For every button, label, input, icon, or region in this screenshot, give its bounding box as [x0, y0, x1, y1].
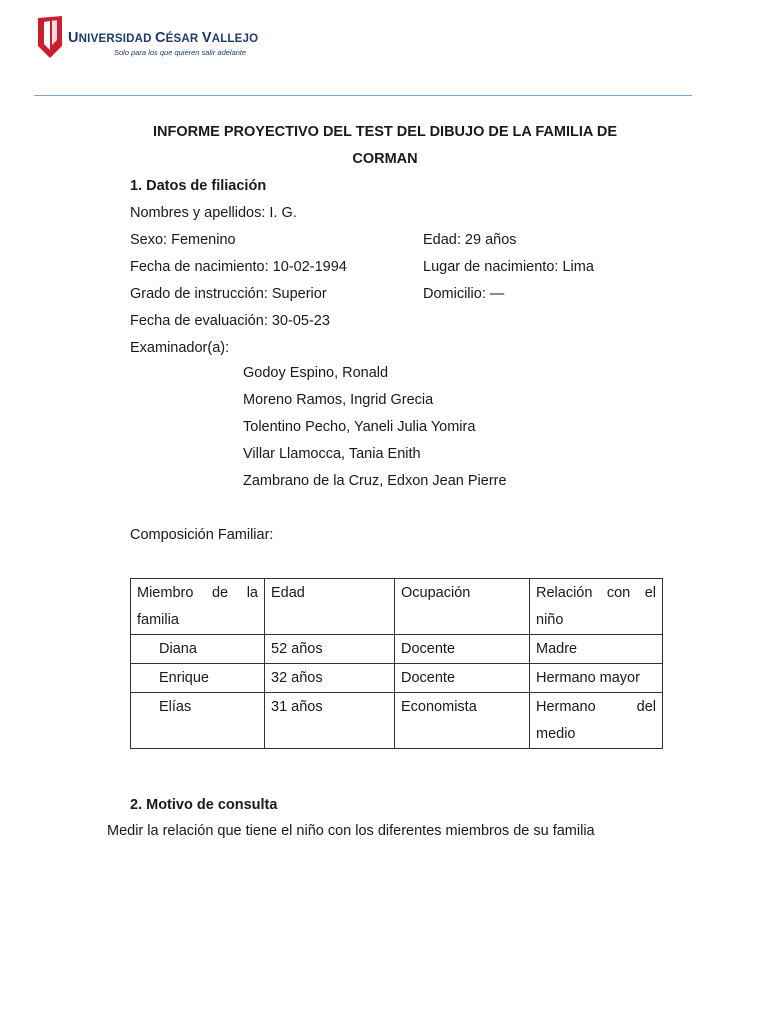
- header-cell-relacion: Relación con el niño: [530, 579, 663, 635]
- cell-miembro: Enrique: [131, 664, 265, 693]
- shield-logo-icon: [38, 16, 62, 58]
- cell-ocupacion: Docente: [395, 635, 530, 664]
- logo-text: [68, 30, 258, 57]
- report-title-line2: CORMAN: [352, 151, 418, 167]
- fecha-evaluacion-field: Fecha de evaluación: 30-05-23: [130, 313, 330, 329]
- examinador-item: Tolentino Pecho, Yaneli Julia Yomira: [243, 419, 476, 435]
- examinador-item: Moreno Ramos, Ingrid Grecia: [243, 392, 434, 408]
- motivo-consulta-text: Medir la relación que tiene el niño con los diferentes miembros de su familia: [107, 823, 595, 839]
- section2-heading: 2. Motivo de consulta: [130, 797, 278, 813]
- header-cell-ocupacion: Ocupación: [395, 579, 530, 635]
- cell-relacion: Hermano mayor: [530, 664, 663, 693]
- cell-miembro: Elías: [131, 693, 265, 749]
- composicion-familiar-label: Composición Familiar:: [130, 527, 274, 543]
- cell-ocupacion: Economista: [395, 693, 530, 749]
- table-header-row: [131, 579, 663, 635]
- examinador-item: Villar Llamocca, Tania Enith: [243, 446, 421, 462]
- table-row: [131, 635, 663, 664]
- cell-ocupacion: Docente: [395, 664, 530, 693]
- cell-miembro: Diana: [131, 635, 265, 664]
- examinador-item: Godoy Espino, Ronald: [243, 365, 389, 381]
- family-composition-table: [130, 578, 663, 749]
- section1-heading: 1. Datos de filiación: [130, 178, 267, 194]
- cell-relacion: Madre: [530, 635, 663, 664]
- cell-edad: 31 años: [265, 693, 395, 749]
- examinador-label: Examinador(a):: [130, 340, 230, 356]
- university-logo: [38, 16, 258, 58]
- cell-relacion: Hermano del medio: [530, 693, 663, 749]
- table-row: [131, 664, 663, 693]
- table-row: [131, 693, 663, 749]
- domicilio-field: Domicilio: —: [423, 286, 505, 302]
- lugar-nacimiento-field: Lugar de nacimiento: Lima: [423, 259, 594, 275]
- edad-field: Edad: 29 años: [423, 232, 517, 248]
- university-name: UNIVERSIDAD CÉSAR VALLEJO: [68, 30, 259, 46]
- header-cell-miembro: Miembro de la familia: [131, 579, 265, 635]
- cell-edad: 32 años: [265, 664, 395, 693]
- examinador-item: Zambrano de la Cruz, Edxon Jean Pierre: [243, 473, 507, 489]
- university-tagline: Solo para los que quieren salir adelante: [114, 48, 247, 57]
- header-divider: [34, 95, 692, 96]
- report-title-line1: INFORME PROYECTIVO DEL TEST DEL DIBUJO DE LA FAMILIA DE: [152, 124, 618, 140]
- grado-instruccion-field: Grado de instrucción: Superior: [130, 286, 327, 302]
- header-cell-edad: Edad: [265, 579, 395, 635]
- fecha-nacimiento-field: Fecha de nacimiento: 10-02-1994: [130, 259, 347, 275]
- cell-edad: 52 años: [265, 635, 395, 664]
- nombres-field: Nombres y apellidos: I. G.: [130, 205, 297, 221]
- sexo-field: Sexo: Femenino: [130, 232, 236, 248]
